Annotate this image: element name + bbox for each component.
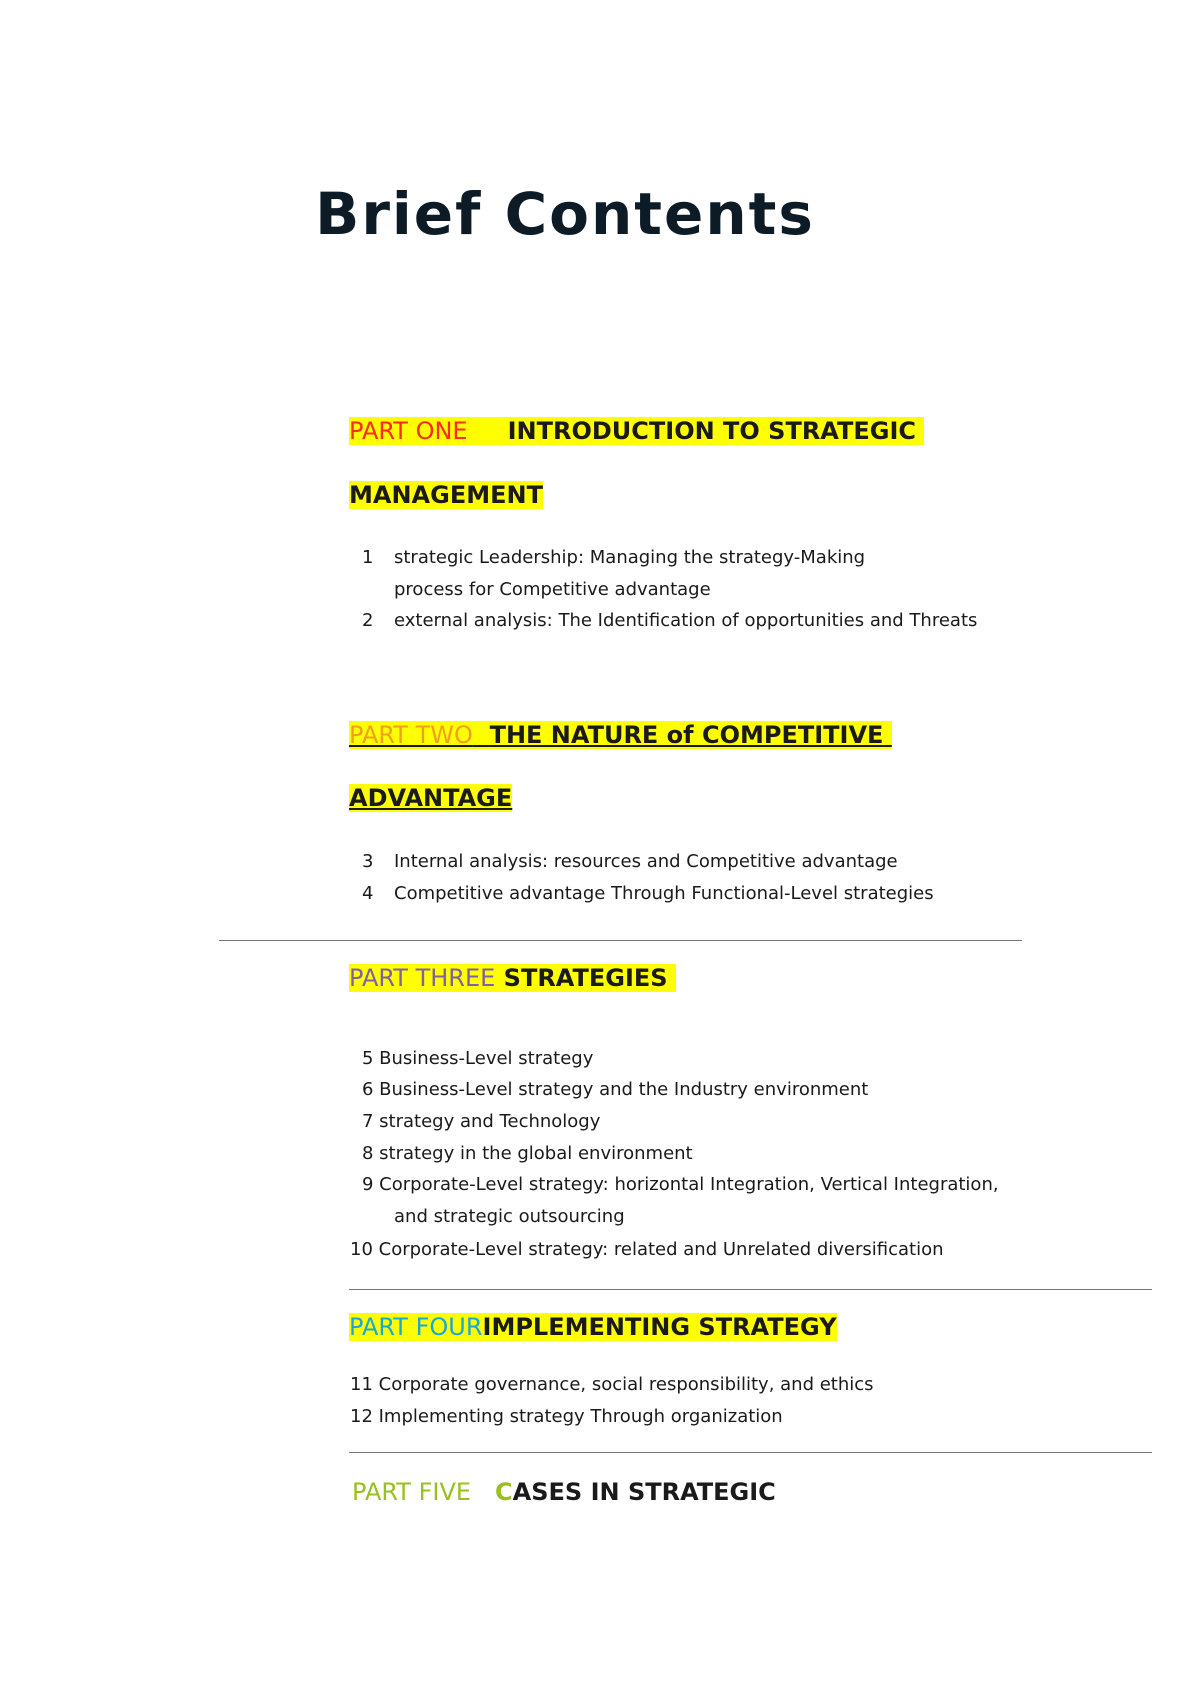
list-item: 6 Business-Level strategy and the Industry environment: [362, 1079, 869, 1100]
part-four-label: PART FOUR: [349, 1313, 483, 1341]
part-three-title: STRATEGIES: [503, 964, 668, 992]
part-five-heading: [352, 1475, 776, 1509]
part-three-highlight: [349, 964, 676, 992]
part-five-label: PART FIVE: [352, 1478, 472, 1506]
list-item: 2 external analysis: The Identification of opportunities and Threats: [362, 610, 978, 631]
list-item: 1 strategic Leadership: Managing the strategy-Making: [362, 547, 866, 568]
part-two-heading: [349, 718, 892, 752]
part-two-highlight: [349, 721, 892, 749]
list-item: 10 Corporate-Level strategy: related and Unrelated diversification: [350, 1239, 944, 1260]
list-item: 3 Internal analysis: resources and Competitive advantage: [362, 851, 898, 872]
part-one-heading-cont: [349, 478, 543, 512]
list-item: 12 Implementing strategy Through organization: [350, 1406, 783, 1427]
part-two-title: THE NATURE of COMPETITIVE: [489, 721, 884, 749]
part-five-title: ASES IN STRATEGIC: [512, 1478, 776, 1506]
list-item: 9 Corporate-Level strategy: horizontal Integration, Vertical Integration,: [362, 1174, 999, 1195]
divider: [349, 1289, 1152, 1290]
part-four-title: IMPLEMENTING STRATEGY: [482, 1313, 837, 1341]
list-item: 4 Competitive advantage Through Functional-Level strategies: [362, 883, 934, 904]
part-two-label: PART TWO: [349, 721, 473, 749]
list-item: 7 strategy and Technology: [362, 1111, 601, 1132]
list-item: 5 Business-Level strategy: [362, 1048, 594, 1069]
part-two-heading-cont: [349, 781, 512, 815]
part-one-title: INTRODUCTION TO STRATEGIC: [507, 417, 917, 445]
list-item-cont: and strategic outsourcing: [394, 1206, 625, 1227]
part-five-title-initial: C: [495, 1478, 513, 1506]
divider: [219, 940, 1022, 941]
page-title: Brief Contents: [315, 180, 815, 248]
list-item: 11 Corporate governance, social responsibility, and ethics: [350, 1374, 874, 1395]
list-item: 8 strategy in the global environment: [362, 1143, 693, 1164]
part-three-heading: [349, 961, 676, 995]
part-two-title-cont: ADVANTAGE: [349, 784, 513, 812]
part-one-highlight: [349, 417, 924, 445]
part-four-heading: [349, 1310, 837, 1344]
part-one-label: PART ONE: [349, 417, 468, 445]
part-three-label: PART THREE: [349, 964, 496, 992]
divider: [349, 1452, 1152, 1453]
list-item-cont: process for Competitive advantage: [394, 579, 711, 600]
part-one-title-cont: MANAGEMENT: [349, 481, 543, 509]
part-one-heading: [349, 414, 924, 448]
part-four-highlight: [349, 1313, 837, 1341]
